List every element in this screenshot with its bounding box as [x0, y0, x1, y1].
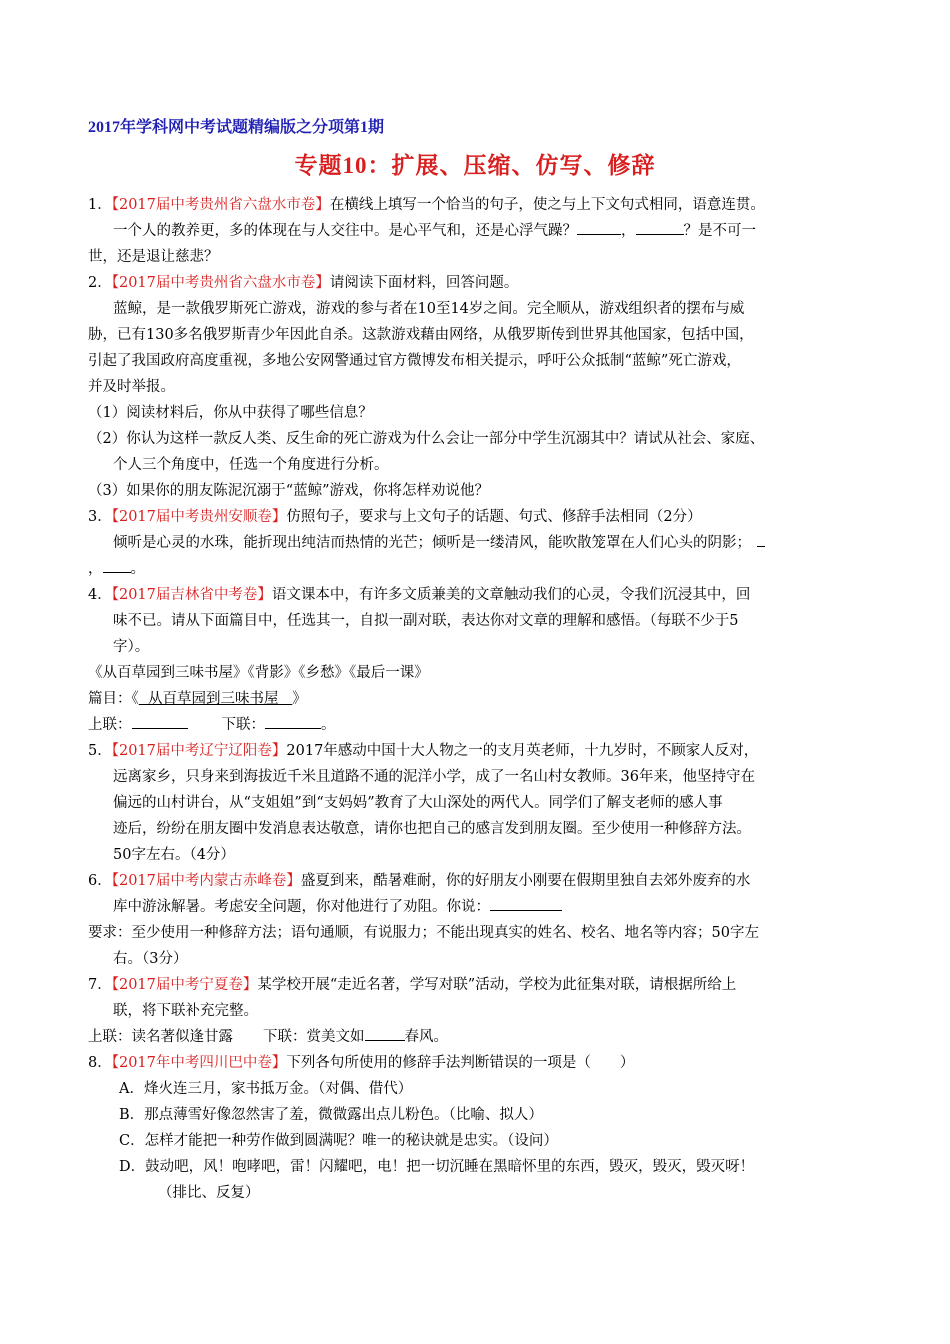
option-d-cont: （排比、反复） [158, 1185, 260, 1201]
question-6-stem: 6．【2017届中考内蒙古赤峰卷】盛夏到来，酷暑难耐，你的好朋友小刚要在假期里独自去郊外废弃的水 [88, 873, 751, 889]
question-2-sub-1: （1）阅读材料后，你从中获得了哪些信息？ [88, 405, 373, 421]
question-7-couplet: 上联：读名著似逢甘露 下联：赏美文如 春风。 [88, 1024, 878, 1050]
question-5-stem-cont: 偏远的山村讲台，从“支姐姐”到“支妈妈”教育了大山深处的两代人。同学们了解支老师的感人事 [113, 795, 723, 811]
question-5-stem: 5．【2017届中考辽宁辽阳卷】2017年感动中国十大人物之一的支月英老师，十九岁时，不顾家人反对， [88, 743, 759, 759]
question-7-stem-cont: 联，将下联补充完整。 [113, 1003, 258, 1019]
question-2-sub-2: （2）你认为这样一款反人类、反生命的死亡游戏为什么会让一部分中学生沉溺其中？请试从社会、家庭、 [88, 431, 765, 447]
question-4-titles: 《从百草园到三味书屋》《背影》《乡愁》《最后一课》 [88, 665, 429, 681]
option-c: C．怎样才能把一种劳作做到圆满呢？唯一的秘诀就是忠实。（设问） [119, 1133, 558, 1149]
question-6-requirement: 要求：至少使用一种修辞方法；语句通顺，有说服力；不能出现真实的姓名、校名、地名等内容；50字左 [88, 925, 759, 941]
question-5-stem-cont: 远离家乡，只身来到海拔近千米且道路不通的泥洋小学，成了一名山村女教师。36年来，他坚持守在 [113, 769, 755, 785]
option-b: B．那点薄雪好像忽然害了羞，微微露出点儿粉色。（比喻、拟人） [119, 1107, 543, 1123]
question-4-couplet: 上联： 下联： 。 [88, 712, 878, 738]
question-1-passage-end: 世，还是退让慈悲？ [88, 249, 219, 265]
question-4-stem-cont: 味不已。请从下面篇目中，任选其一，自拟一副对联，表达你对文章的理解和感悟。（每联不少于5 [113, 613, 739, 629]
question-2-stem: 2．【2017届中考贵州省六盘水市卷】请阅读下面材料，回答问题。 [88, 275, 519, 291]
page-title: 专题10：扩展、压缩、仿写、修辞 [294, 153, 656, 178]
question-2-sub-3: （3）如果你的朋友陈泥沉溺于“蓝鲸”游戏，你将怎样劝说他？ [88, 483, 490, 499]
question-4-pick: 篇目：《 从百草园到三味书屋 》 [88, 691, 307, 707]
question-2-material: 并及时举报。 [88, 379, 175, 395]
question-5-stem-cont: 迹后，纷纷在朋友圈中发消息表达敬意，请你也把自己的感言发到朋友圈。至少使用一种修辞方法。 [113, 821, 751, 837]
option-a: A．烽火连三月，家书抵万金。（对偶、借代） [119, 1081, 413, 1097]
question-4-stem-cont: 字）。 [113, 639, 150, 655]
question-1-passage: 一个人的教养更，多的体现在与人交往中。是心平气和，还是心浮气躁？ ， ？是不可一 [88, 218, 878, 244]
question-3-answer-line: ， 。 [88, 556, 878, 582]
question-6-requirement-cont: 右。（3分） [113, 951, 188, 967]
series-heading: 2017年学科网中考试题精编版之分项第1期 [88, 119, 385, 136]
option-d: D．鼓动吧，风！咆哮吧，雷！闪耀吧，电！把一切沉睡在黑暗怀里的东西，毁灭，毁灭，毁灭呀！ [119, 1159, 755, 1175]
question-7-stem: 7．【2017届中考宁夏卷】某学校开展“走近名著，学写对联”活动，学校为此征集对联，请根据所给上 [88, 977, 737, 993]
question-list [88, 192, 878, 1206]
question-2-sub-2-cont: 个人三个角度中，任选一个角度进行分析。 [113, 457, 389, 473]
question-4-stem: 4．【2017届吉林省中考卷】语文课本中，有许多文质兼美的文章触动我们的心灵，令我们沉浸其中，回 [88, 587, 751, 603]
question-3-stem: 3．【2017届中考贵州安顺卷】仿照句子，要求与上文句子的话题、句式、修辞手法相同（2分） [88, 509, 702, 525]
question-1-stem: 1．【2017届中考贵州省六盘水市卷】在横线上填写一个恰当的句子，使之与上下文句式相同，语意连贯。 [88, 197, 765, 213]
question-2-material: 胁，已有130多名俄罗斯青少年因此自杀。这款游戏藉由网络，从俄罗斯传到世界其他国家，包括中国， [88, 327, 754, 343]
question-8-stem: 8．【2017年中考四川巴中卷】下列各句所使用的修辞手法判断错误的一项是（ ） [88, 1055, 635, 1071]
question-3-example: 倾听是心灵的水珠，能折现出纯洁而热情的光芒；倾听是一缕清风，能吹散笼罩在人们心头的阴影； [88, 530, 878, 556]
question-6-stem-cont: 库中游泳解暑。考虑安全问题，你对他进行了劝阻。你说： [88, 894, 878, 920]
question-2-material: 蓝鲸，是一款俄罗斯死亡游戏，游戏的参与者在10至14岁之间。完全顺从，游戏组织者的摆布与威 [113, 301, 745, 317]
question-2-material: 引起了我国政府高度重视，多地公安网警通过官方微博发布相关提示，呼吁公众抵制“蓝鲸”死亡游戏， [88, 353, 741, 369]
question-5-stem-cont: 50字左右。（4分） [113, 847, 235, 863]
